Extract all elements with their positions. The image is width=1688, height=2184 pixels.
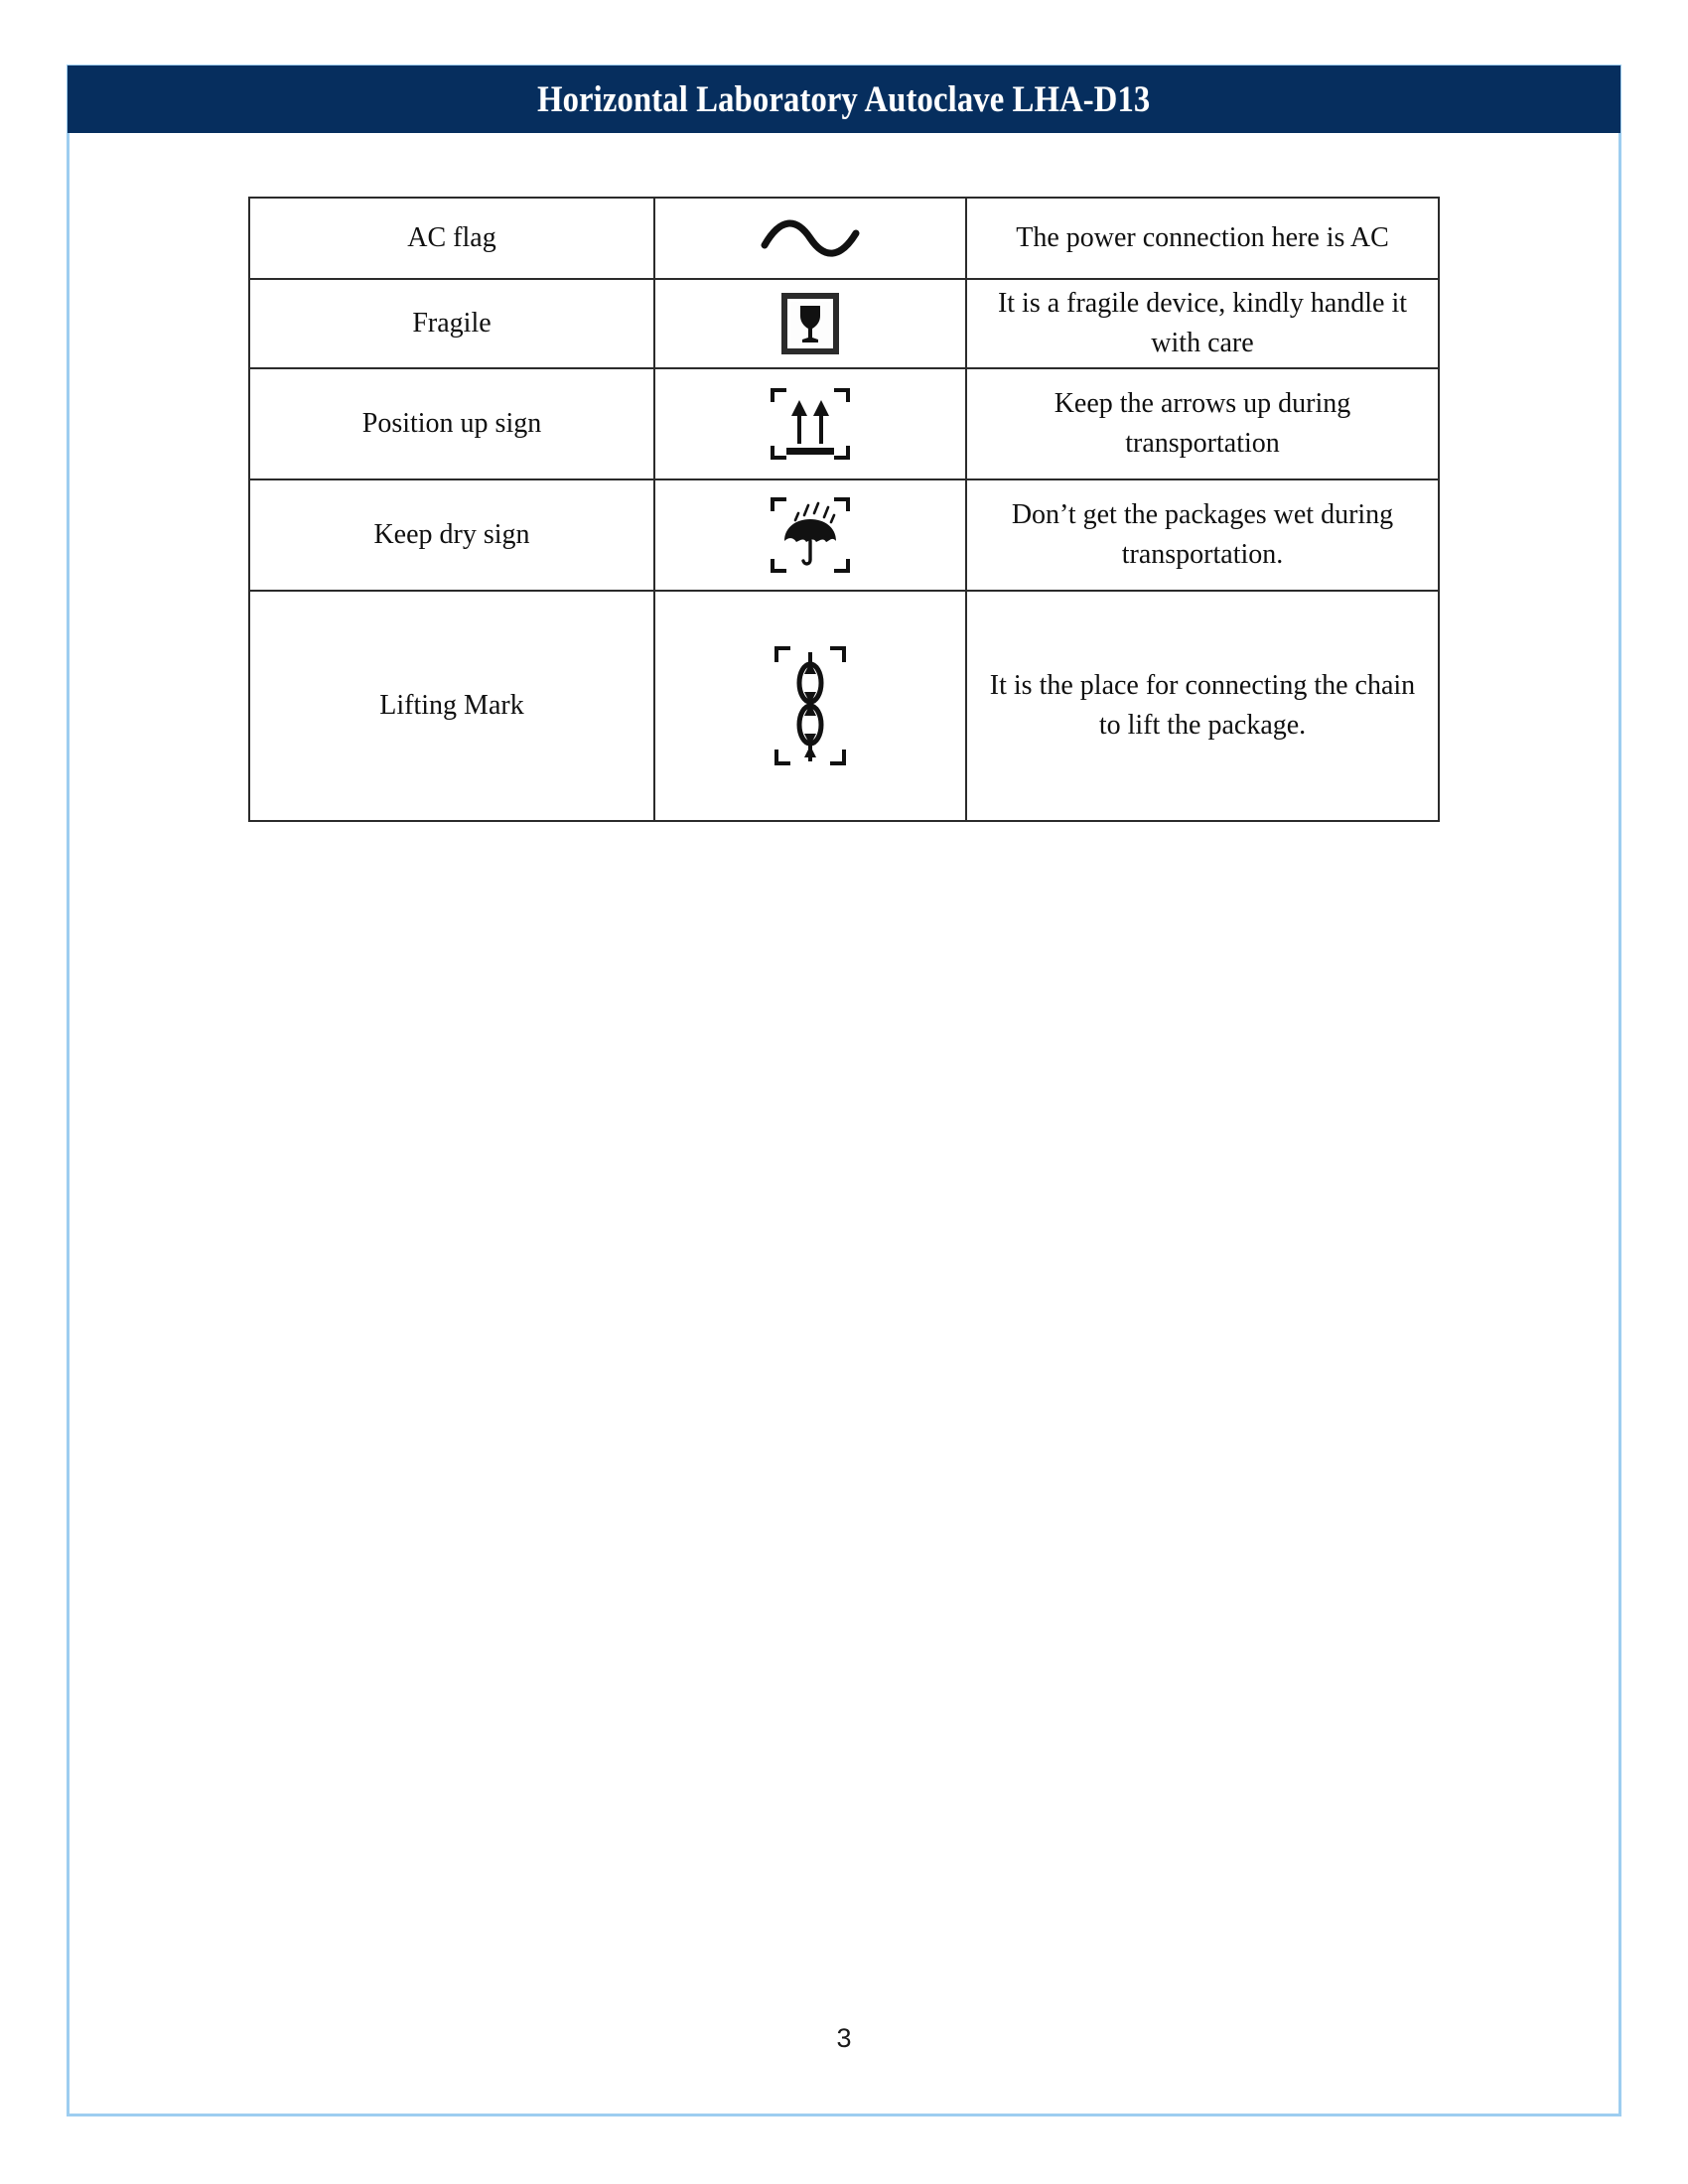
symbol-description-cell: Don’t get the packages wet during transportation. [966, 479, 1439, 591]
symbol-name-cell: Fragile [249, 279, 654, 368]
symbol-name-cell: Keep dry sign [249, 479, 654, 591]
symbol-description-cell: Keep the arrows up during transportation [966, 368, 1439, 479]
page-number: 3 [836, 2023, 852, 2053]
lifting-chain-icon [665, 642, 955, 769]
table-row [249, 368, 1439, 479]
fragile-glass-icon [665, 293, 955, 354]
symbol-description-cell: It is the place for connecting the chain to lift the package. [966, 591, 1439, 821]
page-title: Horizontal Laboratory Autoclave LHA-D13 [537, 78, 1151, 120]
symbol-name-cell: Lifting Mark [249, 591, 654, 821]
symbol-name-cell: AC flag [249, 198, 654, 279]
this-way-up-arrows-icon [665, 386, 955, 462]
symbol-icon-cell [654, 198, 966, 279]
table-row [249, 479, 1439, 591]
symbol-description-cell: It is a fragile device, kindly handle it with care [966, 279, 1439, 368]
table-row [249, 591, 1439, 821]
symbol-icon-cell [654, 591, 966, 821]
symbol-icon-cell [654, 368, 966, 479]
table-row [249, 198, 1439, 279]
symbol-name-cell: Position up sign [249, 368, 654, 479]
ac-sine-wave-icon [665, 211, 955, 265]
table-row [249, 279, 1439, 368]
keep-dry-umbrella-icon [665, 495, 955, 575]
symbol-icon-cell [654, 279, 966, 368]
packaging-symbols-table [248, 197, 1440, 822]
symbol-description-cell: The power connection here is AC [966, 198, 1439, 279]
symbol-icon-cell [654, 479, 966, 591]
header-banner [68, 66, 1620, 133]
